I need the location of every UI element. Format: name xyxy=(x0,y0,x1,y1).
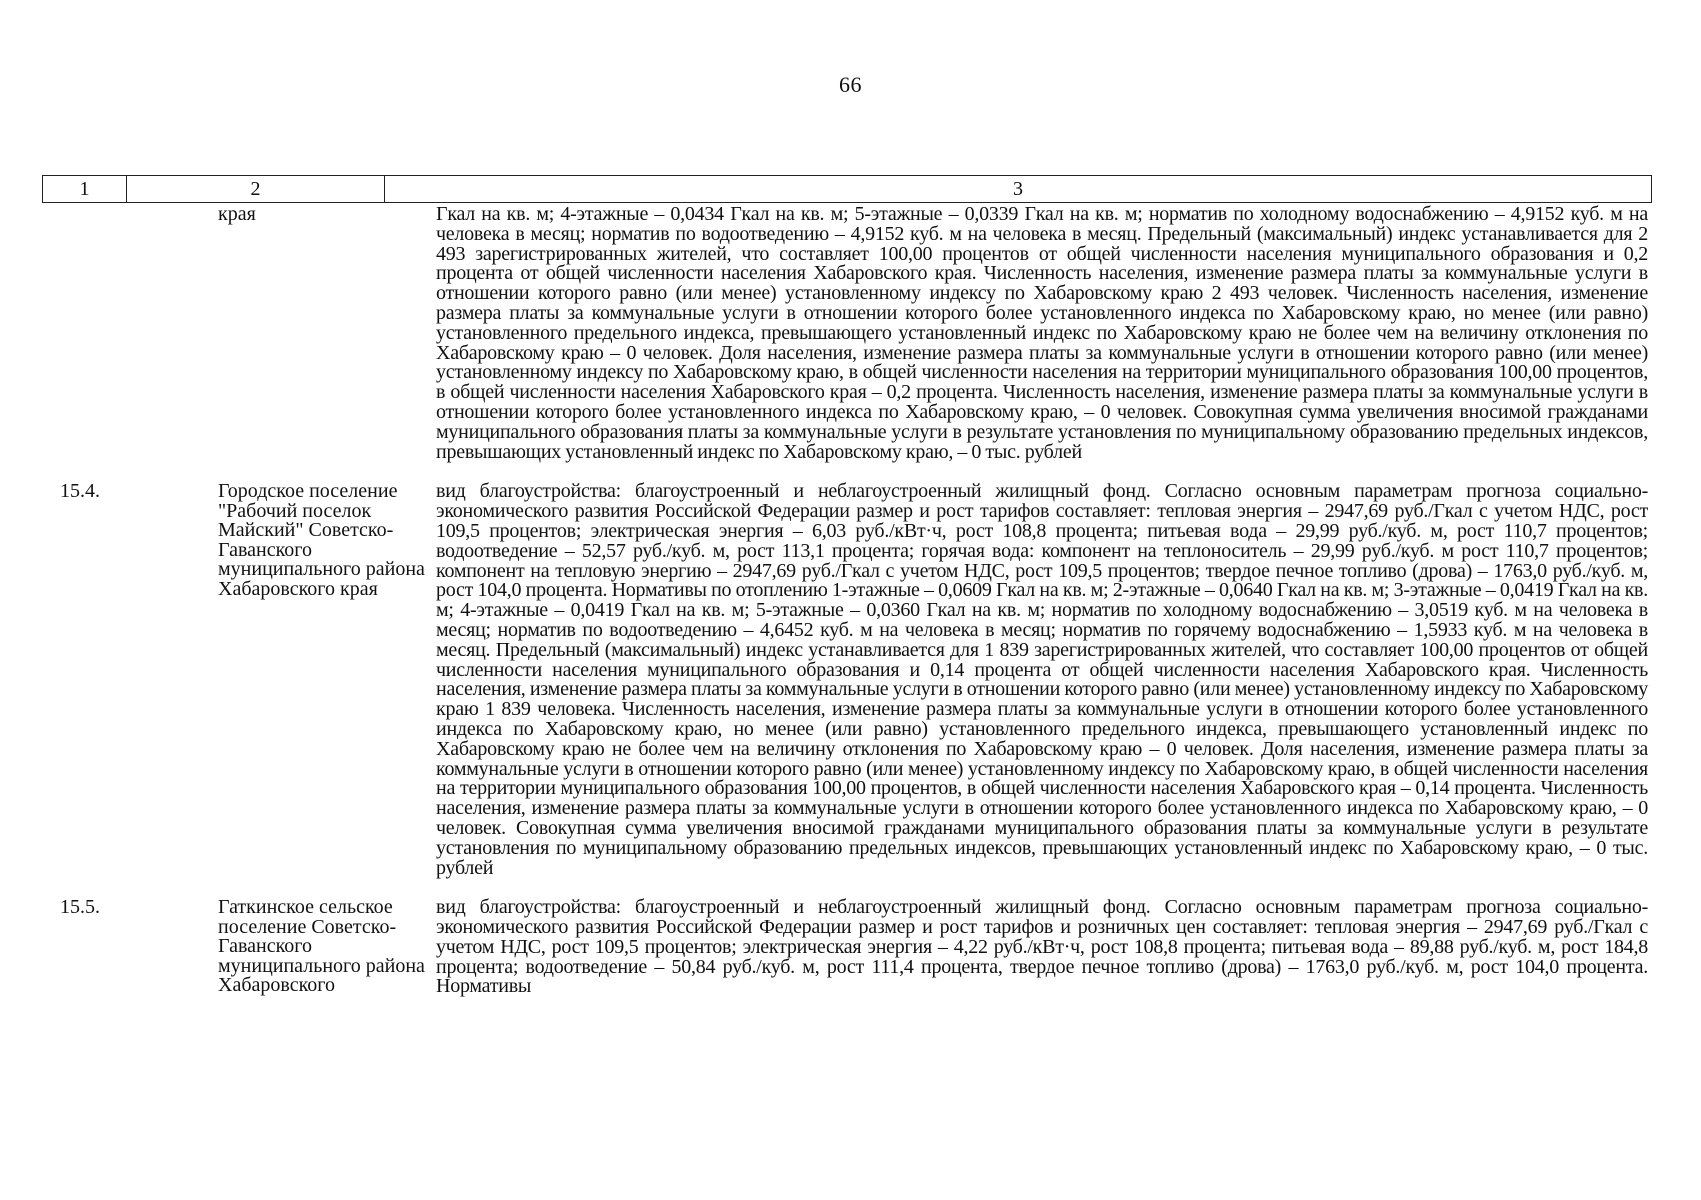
table-row xyxy=(42,205,1652,462)
table-row xyxy=(42,898,1652,997)
municipality-name: Гаткинское сельское поселение Советско-Гаванского муниципального района Хабаровского xyxy=(218,896,425,997)
row-description: вид благоустройства: благоустроенный и неблагоустроенный жилищный фонд. Согласно основным параметрам прогноза социально-экономического развития Российской Федерации размер и рост тарифов составляет: тепловая энергия – 2947,69 руб./Гкал с учетом НДС, рост 109,5 процентов; электрическая энергия – 6,03 руб./кВт·ч, рост 108,8 процента; питьевая вода – 29,99 руб./куб. м, рост 110,7 процентов; водоотведение – 52,57 руб./куб. м, рост 113,1 процента; горячая вода: компонент на теплоноситель – 29,99 руб./куб. м рост 110,7 процентов; компонент на тепловую энергию – 2947,69 руб./Гкал с учетом НДС, рост 109,5 процентов; твердое печное топливо (дрова) – 1763,0 руб./куб. м, рост 104,0 процента. Нормативы по отоплению 1-этажные – 0,0609 Гкал на кв. м; 2-этажные – 0,0640 Гкал на кв. м; 3-этажные – 0,0419 Гкал на кв. м; 4-этажные – 0,0419 Гкал на кв. м; 5-этажные – 0,0360 Гкал на кв. м; норматив по холодному водоснабжению – 3,0519 куб. м на человека в месяц; норматив по водоотведению – 4,6452 куб. м на человека в месяц; норматив по горячему водоснабжению – 1,5933 куб. м на человека в месяц. Предельный (максимальный) индекс устанавливается для 1 839 зарегистрированных жителей, что составляет 100,00 процентов от общей численности населения муниципального образования и 0,14 процента от общей численности населения Хабаровского края. Численность населения, изменение размера платы за коммунальные услуги в отношении которого равно (или менее) установленному индексу по Хабаровскому краю 1 839 человека. Численность населения, изменение размера платы за коммунальные услуги в отношении которого более установленного индекса по Хабаровскому краю, но менее (или равно) установленного предельного индекса, превышающего установленный индекс по Хабаровскому краю не более чем на величину отклонения по Хабаровскому краю – 0 человек. Доля населения, изменение размера платы за коммунальные услуги в отношении которого равно (или менее) установленному индексу по Хабаровскому краю, в общей численности населения на территории муниципального образования 100,00 процентов, в общей численности населения Хабаровского края – 0,14 процента. Численность населения, изменение размера платы за коммунальные услуги в отношении которого более установленного индекса по Хабаровскому краю, – 0 человек. Совокупная сумма увеличения вносимой гражданами муниципального образования платы за коммунальные услуги в результате установления по муниципальному образованию предельных индексов, превышающих установленный индекс по Хабаровскому краю, – 0 тыс. рублей xyxy=(436,480,1648,879)
header-col-2: 2 xyxy=(127,176,385,202)
page-number: 66 xyxy=(839,72,862,97)
row-number: 15.4. xyxy=(60,480,100,503)
municipality-name: Городское поселение "Рабочий поселок Майский" Советско-Гаванского муниципального района Хабаровского края xyxy=(218,480,425,600)
municipality-name: края xyxy=(218,203,256,225)
row-number: 15.5. xyxy=(60,896,100,919)
row-description: Гкал на кв. м; 4-этажные – 0,0434 Гкал на кв. м; 5-этажные – 0,0339 Гкал на кв. м; норматив по холодному водоснабжению – 4,9152 куб. м на человека в месяц; норматив по водоотведению – 4,9152 куб. м на человека в месяц. Предельный (максимальный) индекс устанавливается для 2 493 зарегистрированных жителей, что составляет 100,00 процентов от общей численности населения муниципального образования и 0,2 процента от общей численности населения Хабаровского края. Численность населения, изменение размера платы за коммунальные услуги в отношении которого равно (или менее) установленному индексу по Хабаровскому краю 2 493 человек. Численность населения, изменение размера платы за коммунальные услуги в отношении которого более установленного индекса по Хабаровскому краю, но менее (или равно) установленного предельного индекса, превышающего установленный индекс по Хабаровскому краю не более чем на величину отклонения по Хабаровскому краю – 0 человек. Доля населения, изменение размера платы за коммунальные услуги в отношении которого равно (или менее) установленному индексу по Хабаровскому краю, в общей численности населения на территории муниципального образования 100,00 процентов, в общей численности населения Хабаровского края – 0,2 процента. Численность населения, изменение размера платы за коммунальные услуги в отношении которого более установленного индекса по Хабаровскому краю, – 0 человек. Совокупная сумма увеличения вносимой гражданами муниципального образования платы за коммунальные услуги в результате установления по муниципальному образованию предельных индексов, превышающих установленный индекс по Хабаровскому краю, – 0 тыс. рублей xyxy=(436,203,1648,463)
table-header xyxy=(42,175,1652,203)
row-description: вид благоустройства: благоустроенный и неблагоустроенный жилищный фонд. Согласно основным параметрам прогноза социально-экономического развития Российской Федерации размер и рост тарифов и розничных цен составляет: тепловая энергия – 2947,69 руб./Гкал с учетом НДС, рост 109,5 процентов; электрическая энергия – 4,22 руб./кВт·ч, рост 108,8 процента; питьевая вода – 89,88 руб./куб. м, рост 184,8 процента; водоотведение – 50,84 руб./куб. м, рост 111,4 процента, твердое печное топливо (дрова) – 1763,0 руб./куб. м, рост 104,0 процента. Нормативы xyxy=(436,896,1648,998)
table-body xyxy=(42,205,1652,1016)
row-number xyxy=(42,205,126,462)
header-col-3: 3 xyxy=(1013,177,1023,200)
table-row xyxy=(42,482,1652,878)
header-col-1: 1 xyxy=(43,176,127,202)
